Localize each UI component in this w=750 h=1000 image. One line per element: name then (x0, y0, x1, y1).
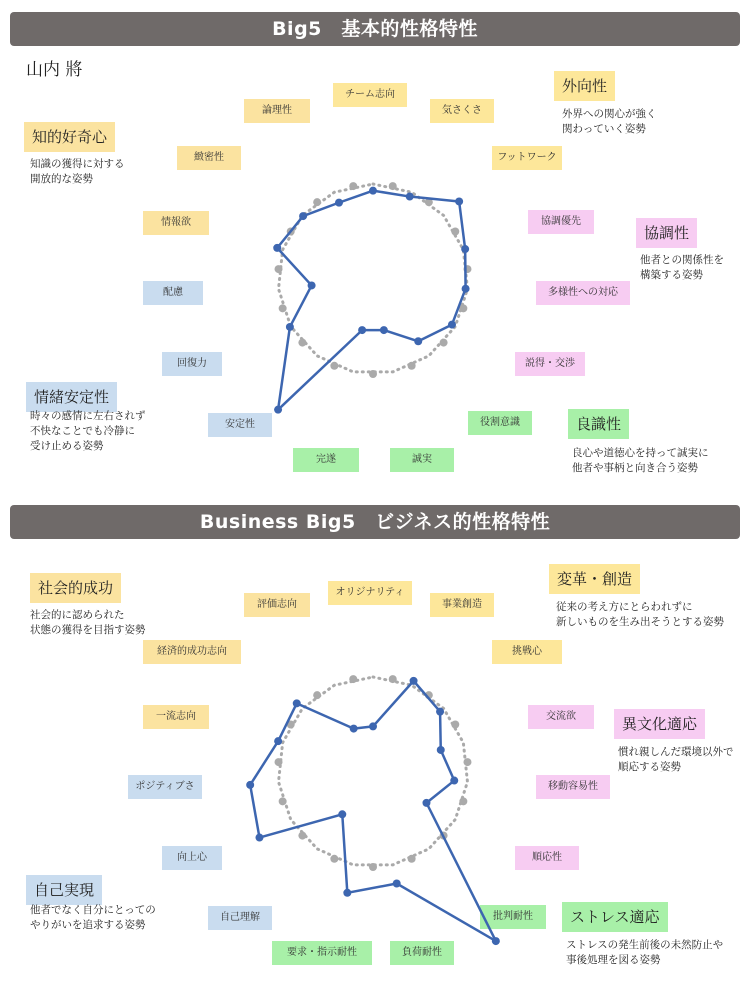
average-point (279, 304, 287, 312)
cat-persuasion: 説得・交渉 (515, 352, 585, 376)
average-point (279, 797, 287, 805)
average-point (275, 265, 283, 273)
factor-self-actualization: 自己実現 (26, 875, 102, 905)
cat-friendliness: 気さくさ (430, 99, 494, 123)
score-point (343, 889, 351, 897)
factor-emotional-stability: 情緒安定性 (26, 382, 117, 412)
cat-consideration: 配慮 (143, 281, 203, 305)
average-point (313, 691, 321, 699)
score-point (393, 880, 401, 888)
cat-logic: 論理性 (244, 99, 310, 123)
score-point (436, 708, 444, 716)
factor-extraversion-desc: 外界への関心が強く 関わっていく姿勢 (562, 108, 657, 135)
factor-agreeableness-desc: 他者との関係性を 構築する姿勢 (640, 254, 724, 281)
average-point (349, 182, 357, 190)
score-point (422, 799, 430, 807)
score-point (299, 212, 307, 220)
average-point (313, 198, 321, 206)
factor-cross-culture-desc: 慣れ親しんだ環境以外で 順応する姿勢 (618, 746, 734, 773)
score-point (246, 781, 254, 789)
cat-mobility: 移動容易性 (536, 775, 610, 799)
score-point (308, 281, 316, 289)
cat-stability: 安定性 (208, 413, 272, 437)
average-point (275, 758, 283, 766)
factor-openness-desc: 知識の獲得に対する 開放的な姿勢 (30, 158, 125, 185)
cat-instruction-tolerance: 要求・指示耐性 (272, 941, 372, 965)
cat-diversity: 多様性への対応 (536, 281, 630, 305)
big5-title: Big5 基本的性格特性 (10, 12, 740, 46)
factor-stress-adaptation: ストレス適応 (562, 902, 668, 932)
factor-extraversion: 外向性 (554, 71, 615, 101)
factor-social-success-desc: 社会的に認められた 状態の獲得を目指す姿勢 (30, 609, 146, 636)
score-point (369, 187, 377, 195)
cat-adaptability: 順応性 (515, 846, 579, 870)
person-name: 山内 將 (26, 60, 83, 80)
average-point (440, 339, 448, 347)
cat-precision: 緻密性 (177, 146, 241, 170)
average-point (459, 797, 467, 805)
cat-criticism-tolerance: 批判耐性 (480, 905, 546, 929)
cat-self-understanding: 自己理解 (208, 906, 272, 930)
cat-originality: オリジナリティ (328, 581, 412, 605)
factor-innovation: 変革・創造 (549, 564, 640, 594)
factor-agreeableness: 協調性 (636, 218, 697, 248)
cat-sincerity: 誠実 (390, 448, 454, 472)
factor-conscientiousness-desc: 良心や道徳心を持って誠実に 他者や事柄と向き合う姿勢 (572, 447, 709, 474)
average-point (369, 863, 377, 871)
average-point (369, 370, 377, 378)
cat-team-orientation: チーム志向 (333, 83, 407, 107)
score-point (455, 197, 463, 205)
score-point (462, 285, 470, 293)
score-point (338, 810, 346, 818)
score-point (273, 244, 281, 252)
cat-role-awareness: 役割意識 (468, 411, 532, 435)
factor-innovation-desc: 従来の考え方にとらわれずに 新しいものを生み出そうとする姿勢 (556, 601, 724, 628)
cat-interaction-desire: 交流欲 (528, 705, 594, 729)
average-point (349, 675, 357, 683)
factor-openness: 知的好奇心 (24, 122, 115, 152)
cat-positivity: ポジティブさ (128, 775, 202, 799)
average-point (459, 304, 467, 312)
factor-emotional-stability-desc: 時々の感情に左右されず 不快なことでも冷静に 受け止める姿勢 (30, 410, 146, 452)
factor-conscientiousness: 良識性 (568, 409, 629, 439)
score-point (274, 406, 282, 414)
score-point (255, 834, 263, 842)
score-point (448, 321, 456, 329)
average-series-line-1 (279, 677, 468, 865)
score-point (274, 737, 282, 745)
score-point (414, 337, 422, 345)
average-point (330, 362, 338, 370)
score-point (358, 326, 366, 334)
average-point (451, 228, 459, 236)
cat-footwork: フットワーク (492, 146, 562, 170)
average-point (298, 832, 306, 840)
cat-business-creation: 事業創造 (430, 593, 494, 617)
score-point (461, 245, 469, 253)
score-point (369, 722, 377, 730)
business-big5-title: Business Big5 ビジネス的性格特性 (10, 505, 740, 539)
score-point (286, 323, 294, 331)
score-point (450, 777, 458, 785)
average-point (298, 339, 306, 347)
score-point (380, 326, 388, 334)
factor-self-actualization-desc: 他者でなく自分にとっての やりがいを追求する姿勢 (30, 904, 156, 931)
cat-aspiration: 向上心 (162, 846, 222, 870)
average-point (408, 362, 416, 370)
average-point (451, 721, 459, 729)
score-point (492, 937, 500, 945)
cat-load-tolerance: 負荷耐性 (390, 941, 454, 965)
score-point (293, 699, 301, 707)
score-point (350, 725, 358, 733)
average-point (389, 182, 397, 190)
average-series-line-0 (279, 184, 468, 372)
score-point (437, 746, 445, 754)
factor-cross-culture: 異文化適応 (614, 709, 705, 739)
factor-social-success: 社会的成功 (30, 573, 121, 603)
score-point (335, 199, 343, 207)
cat-evaluation: 評価志向 (244, 593, 310, 617)
cat-challenge: 挑戦心 (492, 640, 562, 664)
cat-completion: 完遂 (293, 448, 359, 472)
cat-resilience: 回復力 (162, 352, 222, 376)
average-point (408, 855, 416, 863)
score-point (410, 677, 418, 685)
score-point (406, 193, 414, 201)
score-series-line-1 (250, 681, 496, 941)
cat-economic-success: 経済的成功志向 (143, 640, 241, 664)
average-point (463, 758, 471, 766)
factor-stress-adaptation-desc: ストレスの発生前後の未然防止や 事後処理を図る姿勢 (566, 939, 724, 966)
cat-first-class: 一流志向 (143, 705, 209, 729)
average-point (389, 675, 397, 683)
cat-information-desire: 情報欲 (143, 211, 209, 235)
average-point (330, 855, 338, 863)
cat-cooperation-priority: 協調優先 (528, 210, 594, 234)
